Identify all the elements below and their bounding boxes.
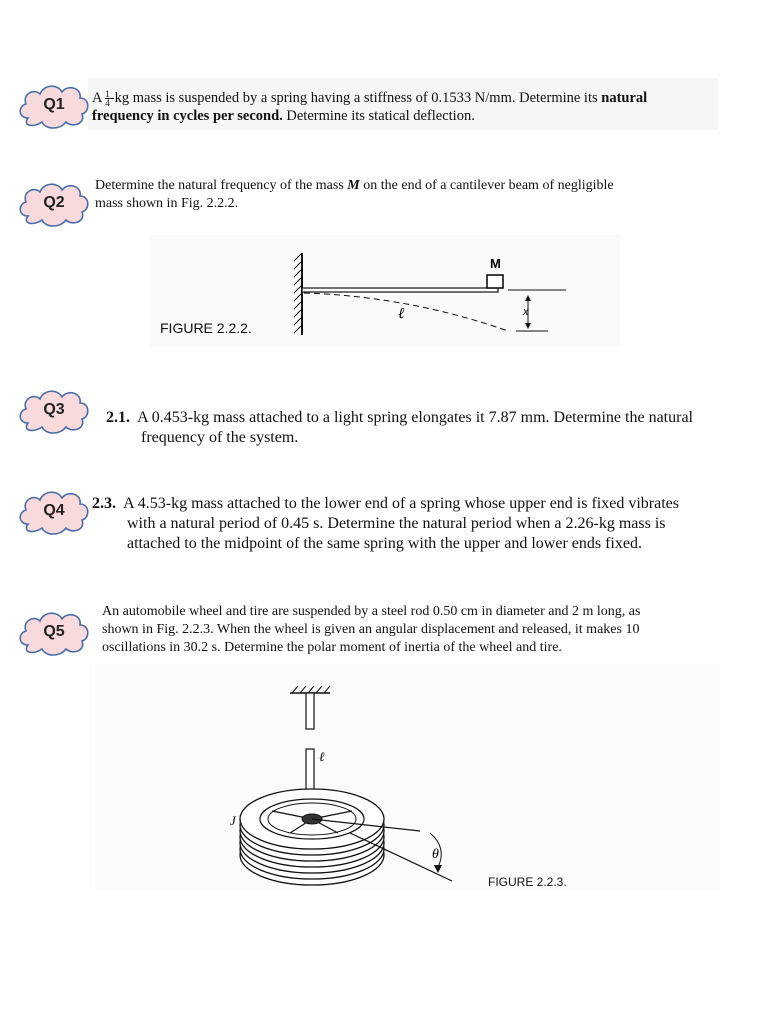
fig-mass-label: M (490, 256, 501, 271)
q4-line3: attached to the midpoint of the same spring with the upper and lower ends fixed. (127, 535, 642, 552)
q3-badge (16, 385, 92, 435)
q4-badge (16, 486, 92, 536)
rod-upper (306, 693, 314, 729)
q1-text-pre: A (92, 90, 106, 106)
q3-line1 (106, 408, 746, 428)
figure-2-2-2-label: FIGURE 2.2.2. (160, 320, 252, 336)
q3-text (106, 408, 746, 448)
q5-line2: shown in Fig. 2.2.3. When the wheel is given an angular displacement and released, it makes 10 (102, 622, 640, 637)
deflection-curve (304, 293, 508, 331)
q1-badge-label: Q1 (43, 96, 65, 113)
fig-length-label: ℓ (398, 306, 405, 322)
q2-badge (16, 178, 92, 228)
cantilever-figure (290, 247, 590, 347)
q4-line2: with a natural period of 0.45 s. Determine the natural period when a 2.26-kg mass is (127, 515, 666, 532)
fig-rod-length-label: ℓ (319, 749, 325, 764)
wheel-figure (220, 683, 580, 893)
q2-line1-post: on the end of a cantilever beam of negligible (359, 178, 614, 193)
q4-line1 (92, 494, 752, 514)
q1-line2-rest: Determine its statical deflection. (282, 108, 475, 125)
fig-angle-label: θ (432, 847, 439, 862)
q1-line2-bold: frequency in cycles per second. (92, 108, 283, 125)
fraction-quarter: $\frac{1}{4}$ (105, 89, 110, 109)
q3-badge-label: Q3 (43, 401, 65, 418)
q2-line2: mass shown in Fig. 2.2.2. (95, 196, 239, 211)
q2-line1 (95, 177, 695, 195)
q2-text (95, 177, 695, 213)
q1-badge (16, 80, 92, 130)
q1-line2 (92, 107, 712, 125)
q4-badge-label: Q4 (43, 502, 65, 519)
fig-inertia-label: J (230, 813, 236, 828)
q4-number: 2.3. (92, 495, 116, 512)
beam (302, 288, 498, 292)
q4-text (92, 494, 752, 554)
q5-line1: An automobile wheel and tire are suspended by a steel rod 0.50 cm in diameter and 2 m long, as (102, 604, 641, 619)
q1-line1 (92, 89, 712, 107)
q5-text (102, 603, 722, 657)
wall-hatch (294, 253, 302, 333)
mass-box (487, 275, 503, 288)
q2-mass-symbol: M (347, 178, 360, 193)
figure-2-2-3-label: FIGURE 2.2.3. (488, 875, 567, 889)
q1-text-bold: natural (601, 90, 648, 106)
q1-text-post: -kg mass is suspended by a spring having a stiffness of 0.1533 N/mm. Determine its (109, 90, 602, 106)
q5-line3: oscillations in 30.2 s. Determine the polar moment of inertia of the wheel and tire. (102, 640, 562, 655)
q5-badge (16, 607, 92, 657)
q2-line1-pre: Determine the natural frequency of the mass (95, 178, 348, 193)
q1-text (92, 89, 712, 125)
q3-line1-text: A 0.453-kg mass attached to a light spring elongates it 7.87 mm. Determine the natural (137, 409, 693, 426)
q5-badge-label: Q5 (43, 623, 65, 640)
q3-line2: frequency of the system. (141, 429, 299, 446)
fig-disp-label: x (523, 306, 529, 318)
q3-number: 2.1. (106, 409, 130, 426)
q2-badge-label: Q2 (43, 194, 65, 211)
q4-line1-text: A 4.53-kg mass attached to the lower end of a spring whose upper end is fixed vibrates (123, 495, 679, 512)
